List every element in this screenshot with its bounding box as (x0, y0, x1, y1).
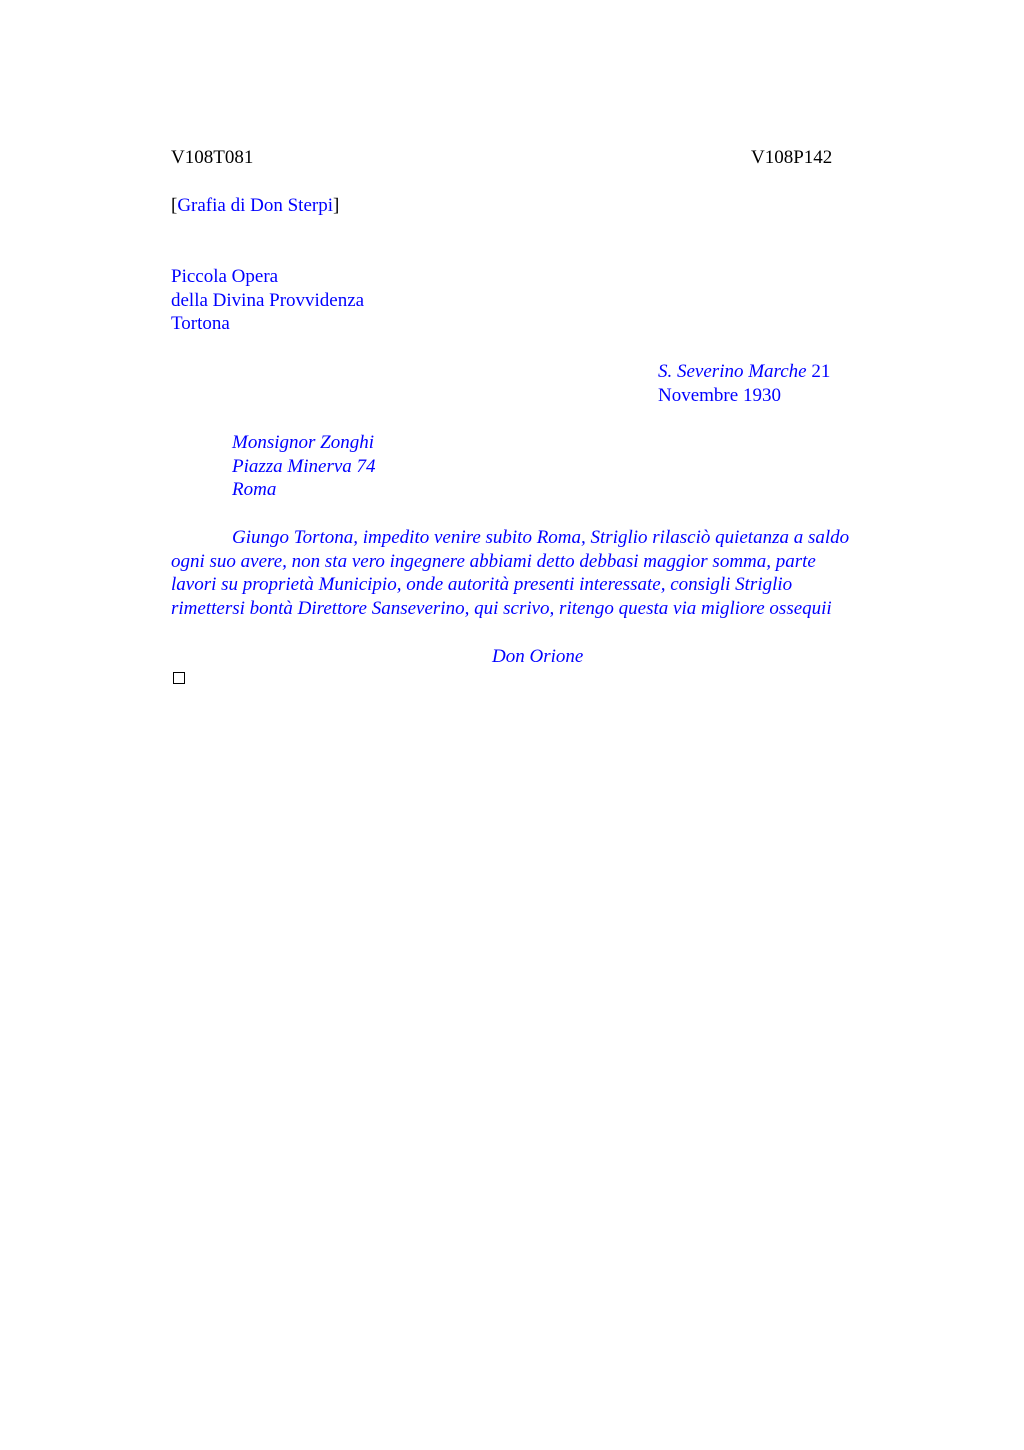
body-line: Giungo Tortona, impedito venire subito Roma, Striglio rilasciò quietanza a saldo (232, 527, 850, 548)
sender-line: della Divina Provvidenza (171, 289, 365, 311)
recipient-line: Roma (232, 479, 277, 500)
letter-body (171, 526, 911, 620)
date-line-1 (658, 360, 830, 384)
recipient-line: Piazza Minerva 74 (232, 455, 376, 477)
note-open-bracket: [ (171, 195, 178, 216)
checkbox-square-icon (173, 672, 185, 684)
document-code-left: V108T081 (171, 147, 254, 168)
date-day: 21 (811, 361, 831, 382)
body-line: ogni suo avere, non sta vero ingegnere abbiami detto debbasi maggior somma, parte (171, 550, 816, 572)
date-month-year: Novembre 1930 (658, 384, 781, 406)
recipient-block (232, 431, 376, 502)
body-line: lavori su proprietà Municipio, onde autorità presenti interessate, consigli Striglio (171, 574, 793, 595)
body-line: rimettersi bontà Direttore Sanseverino, qui scrivo, ritengo questa via migliore ossequii (171, 597, 832, 619)
date-place: S. Severino Marche (658, 361, 807, 382)
sender-block (171, 265, 364, 336)
sender-line: Piccola Opera (171, 266, 279, 287)
note-text: Grafia di Don Sterpi (177, 195, 333, 216)
recipient-line: Monsignor Zonghi (232, 432, 374, 453)
handwriting-note (171, 194, 339, 218)
document-code-right: V108P142 (751, 147, 833, 168)
sender-line: Tortona (171, 313, 230, 334)
note-close-bracket: ] (332, 195, 340, 216)
signature: Don Orione (492, 646, 584, 667)
date-block (658, 360, 830, 407)
